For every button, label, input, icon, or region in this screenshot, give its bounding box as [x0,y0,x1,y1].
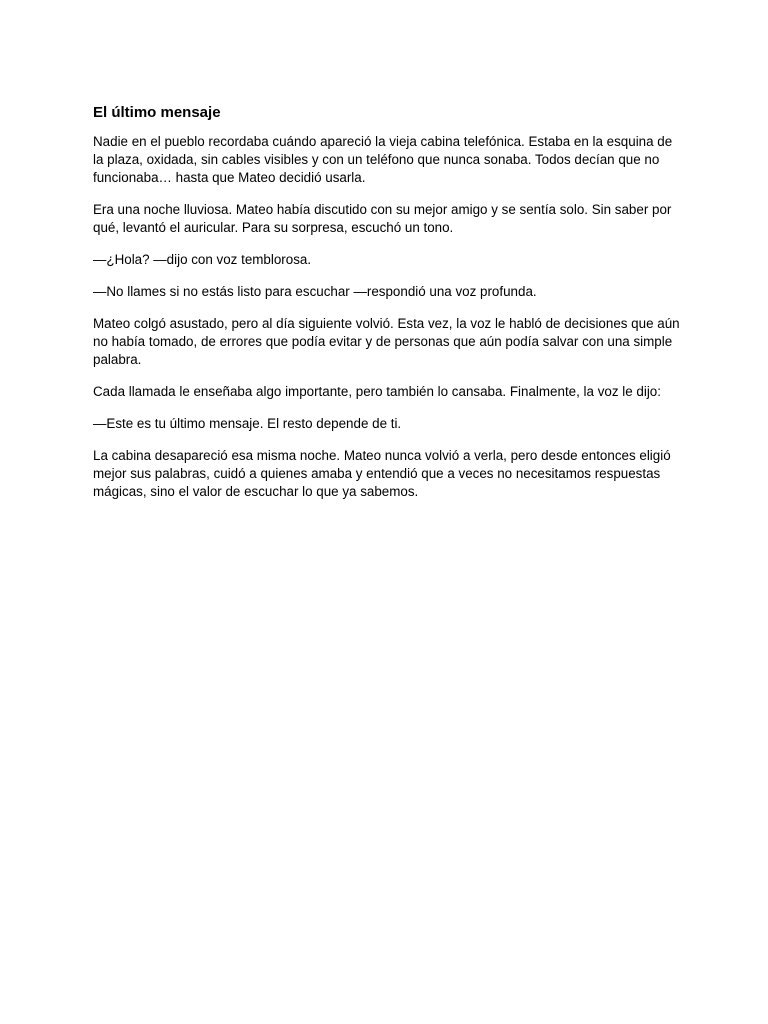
paragraph-7: —Este es tu último mensaje. El resto depende de ti. [93,416,402,431]
document-page [93,103,683,515]
paragraph-8: La cabina desapareció esa misma noche. Mateo nunca volvió a verla, pero desde entonces eligió mejor sus palabras, cuidó a quienes amaba y entendió que a veces no necesitamos respuestas mágicas, sino el valor de escuchar lo que ya sabemos. [93,448,671,499]
document-title: El último mensaje [93,104,221,121]
paragraph-6: Cada llamada le enseñaba algo importante, pero también lo cansaba. Finalmente, la voz le dijo: [93,384,661,399]
paragraph-5: Mateo colgó asustado, pero al día siguiente volvió. Esta vez, la voz le habló de decisiones que aún no había tomado, de errores que podía evitar y de personas que aún podía salvar con una simple palabra. [93,316,680,367]
paragraph-2: Era una noche lluviosa. Mateo había discutido con su mejor amigo y se sentía solo. Sin saber por qué, levantó el auricular. Para su sorpresa, escuchó un tono. [93,202,672,235]
paragraph-3: —¿Hola? —dijo con voz temblorosa. [93,252,312,267]
paragraph-4: —No llames si no estás listo para escuchar —respondió una voz profunda. [93,284,537,299]
paragraph-1: Nadie en el pueblo recordaba cuándo apareció la vieja cabina telefónica. Estaba en la esquina de la plaza, oxidada, sin cables visibles y con un teléfono que nunca sonaba. Todos decían que no funcionaba… hasta que Mateo decidió usarla. [93,134,673,185]
